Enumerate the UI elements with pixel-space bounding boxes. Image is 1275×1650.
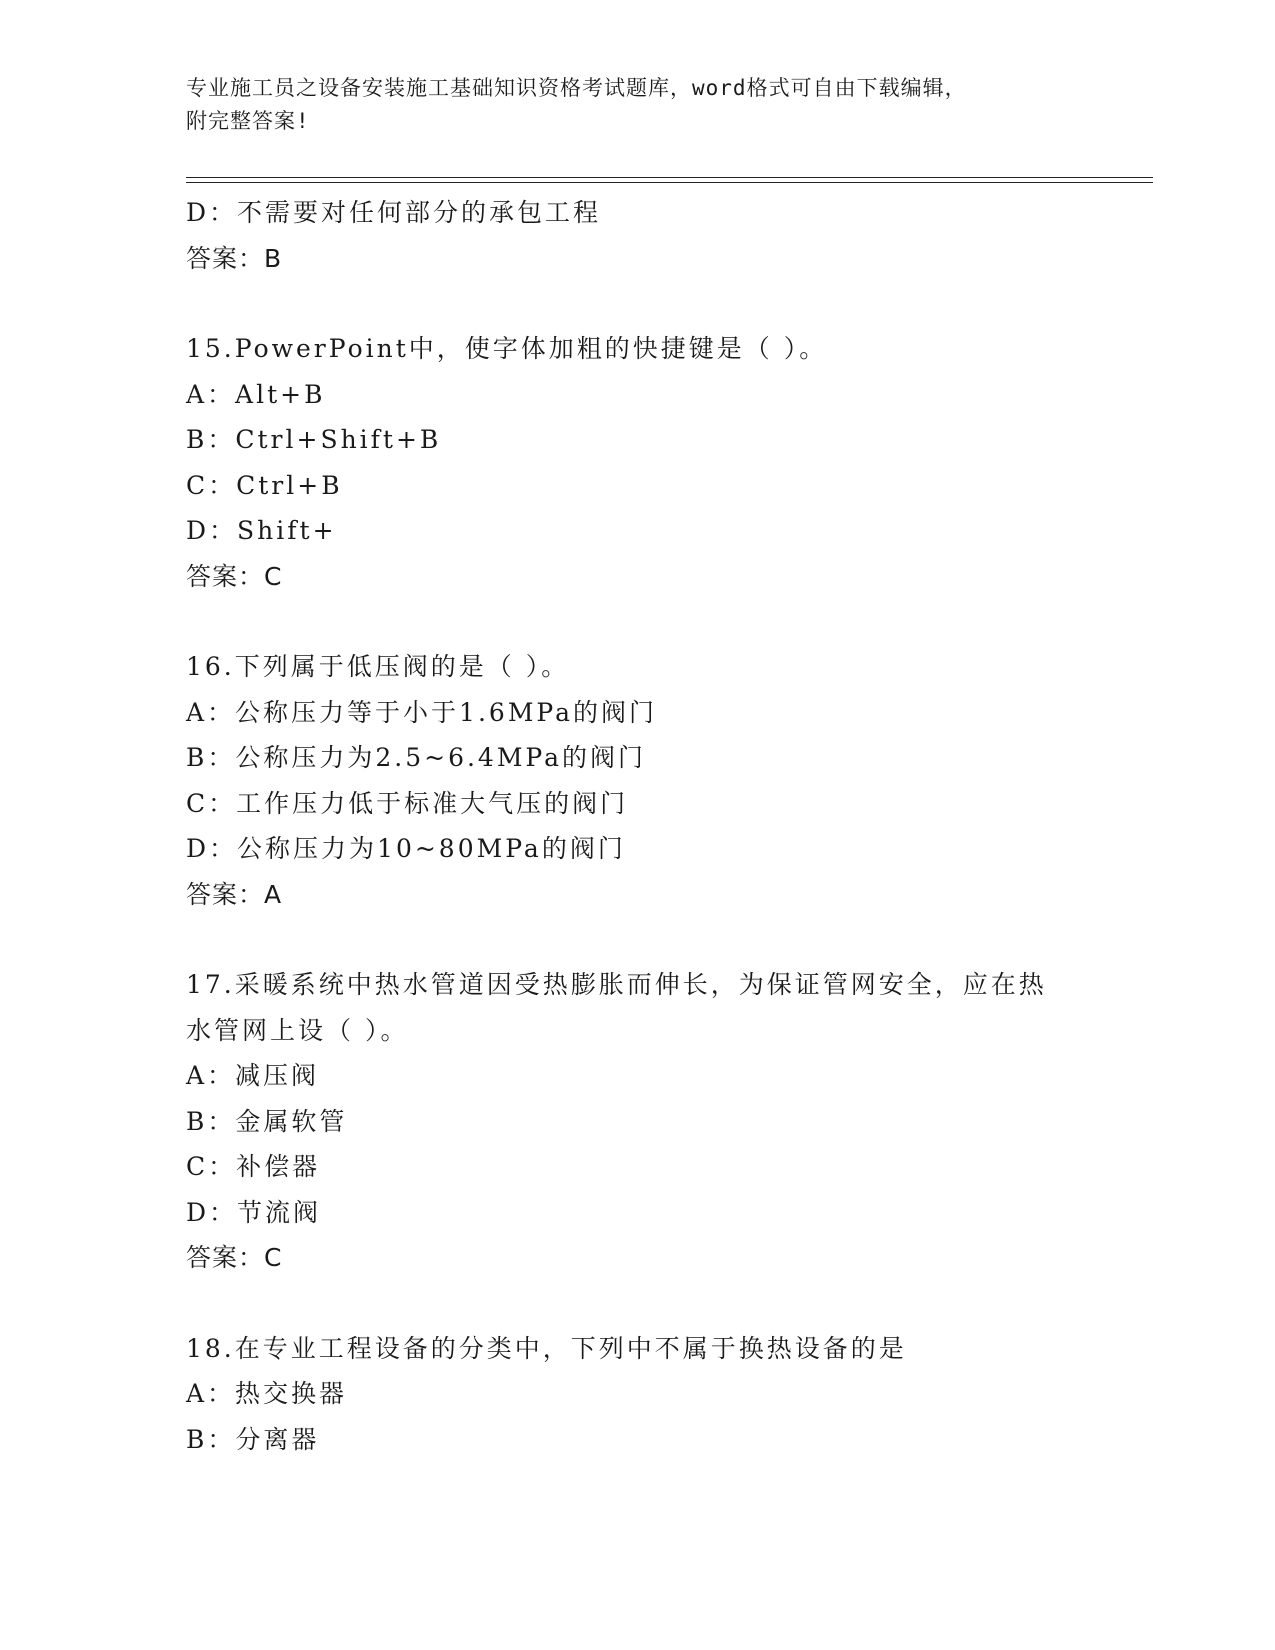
option-d: D：节流阀	[186, 1197, 322, 1227]
option-b: B：Ctrl+Shift+B	[186, 425, 442, 454]
answer-line: 答案：C	[186, 561, 283, 591]
question-text: 15.PowerPoint中，使字体加粗的快捷键是（ ）。	[186, 334, 828, 363]
question-18	[186, 1326, 1153, 1463]
option-c: C：Ctrl+B	[186, 470, 343, 500]
header-line-1: 专业施工员之设备安装施工基础知识资格考试题库，word格式可自由下载编辑，	[186, 76, 967, 100]
header-rule-top	[186, 177, 1153, 178]
option-a: A：热交换器	[186, 1379, 348, 1408]
header-rule-bottom	[186, 182, 1153, 183]
option-a: A：Alt+B	[186, 379, 326, 409]
option-a: A：减压阀	[186, 1061, 320, 1090]
answer-line: 答案：C	[186, 1243, 283, 1272]
option-c: C：补偿器	[186, 1152, 321, 1181]
page-header	[186, 72, 1066, 138]
question-17	[186, 962, 1153, 1281]
option-b: B：金属软管	[186, 1106, 348, 1136]
answer-line: 答案：A	[186, 879, 283, 909]
question-16	[186, 644, 1153, 917]
question-fragment	[186, 190, 1153, 281]
question-text: 16.下列属于低压阀的是（ ）。	[186, 652, 570, 681]
option-d: D：Shift+	[186, 516, 337, 545]
question-text-continued: 水管网上设（ ）。	[186, 1015, 409, 1045]
question-text: 17.采暖系统中热水管道因受热膨胀而伸长，为保证管网安全，应在热	[186, 970, 1047, 999]
question-15	[186, 326, 1153, 599]
header-line-2: 附完整答案!	[186, 109, 310, 133]
option-b: B：分离器	[186, 1424, 320, 1454]
option-a: A：公称压力等于小于1.6MPa的阀门	[186, 697, 658, 727]
option-d: D：公称压力为10~80MPa的阀门	[186, 834, 626, 863]
option-d: D：不需要对任何部分的承包工程	[186, 198, 602, 227]
option-b: B：公称压力为2.5~6.4MPa的阀门	[186, 743, 647, 772]
question-text: 18.在专业工程设备的分类中，下列中不属于换热设备的是	[186, 1333, 907, 1363]
option-c: C：工作压力低于标准大气压的阀门	[186, 788, 629, 818]
answer-line: 答案：B	[186, 243, 283, 273]
question-content	[186, 190, 1153, 1462]
